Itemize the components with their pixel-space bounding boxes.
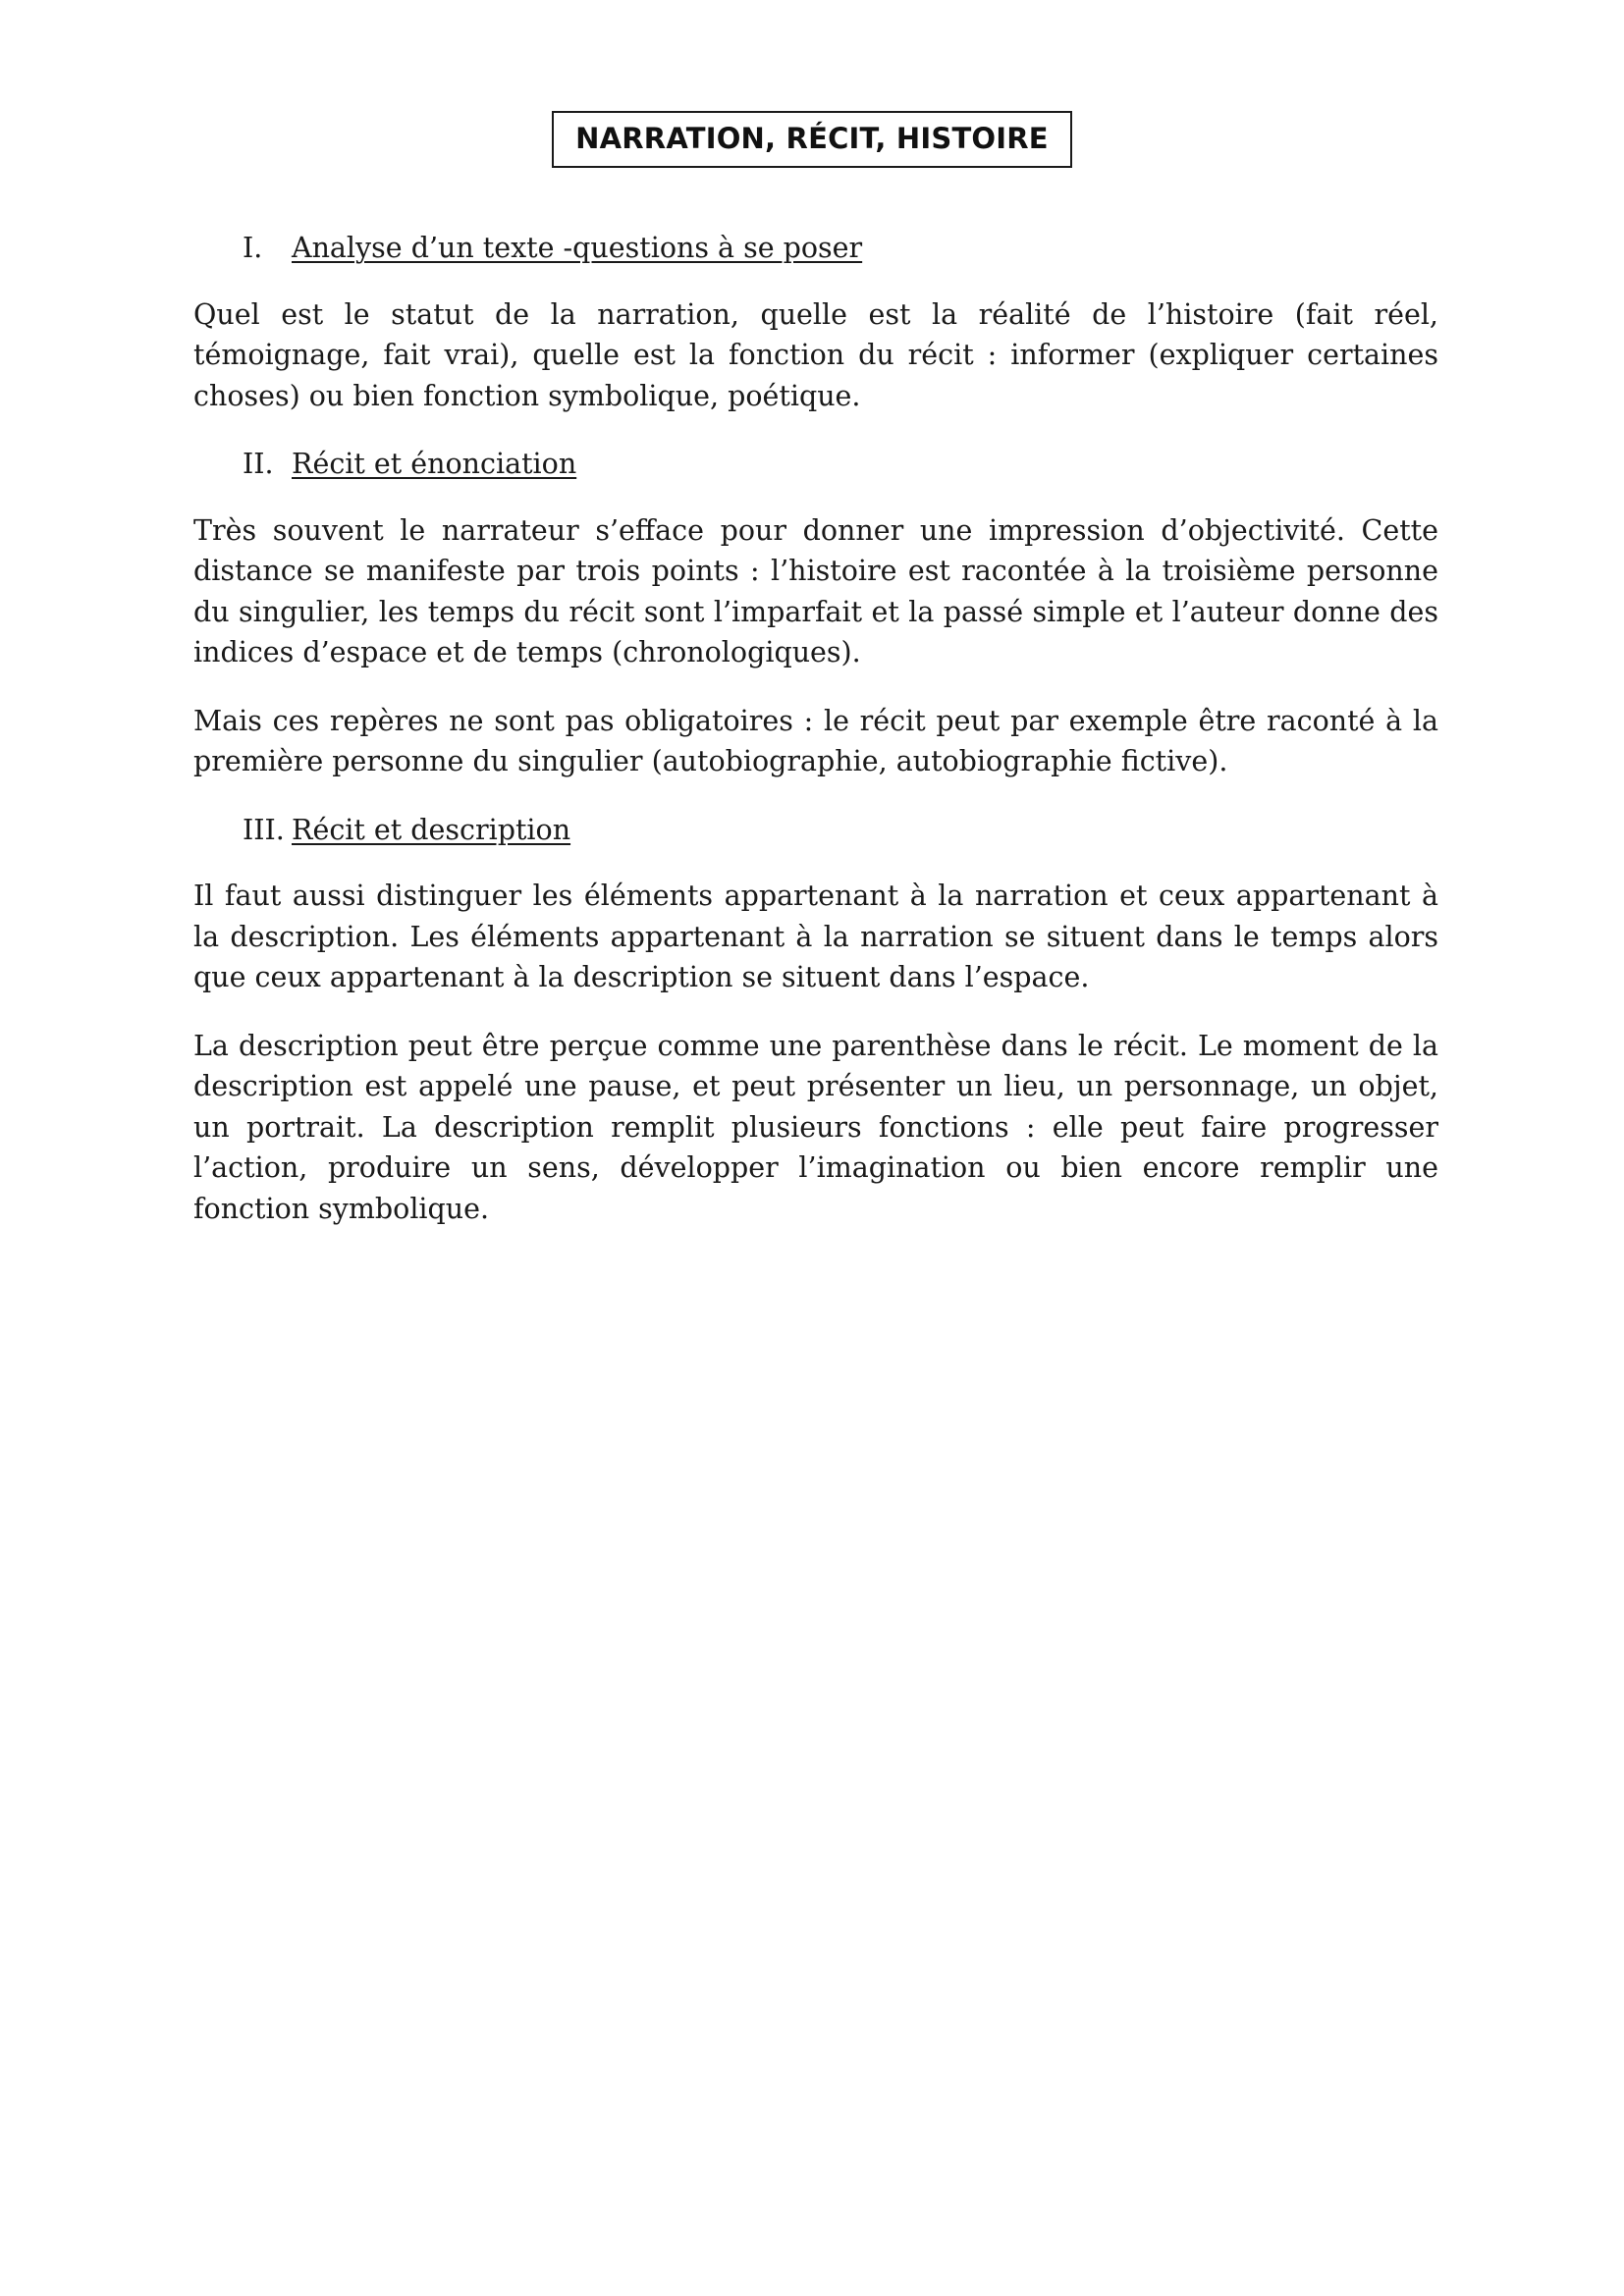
section-heading-1 [193, 228, 1438, 269]
paragraph: Quel est le statut de la narration, quelle est la réalité de l’histoire (fait réel, témoignage, fait vrai), quelle est la fonction du récit : informer (expliquer certaines choses) ou bien fonction symbolique, poétique. [193, 297, 1438, 412]
section-number: II. [243, 448, 274, 480]
section-title: Analyse d’un texte -questions à se poser [292, 232, 863, 264]
section-number: III. [243, 813, 285, 846]
document-body [193, 228, 1438, 1256]
section-heading-3 [193, 810, 1438, 851]
paragraph: Très souvent le narrateur s’efface pour donner une impression d’objectivité. Cette distance se manifeste par trois points : l’histoire est racontée à la troisième personne du singulier, les temps du récit sont l’imparfait et la passé simple et l’auteur donne des indices d’espace et de temps (chronologiques). [193, 513, 1438, 668]
section-number: I. [243, 232, 263, 264]
section-title: Récit et description [292, 813, 571, 846]
paragraph: La description peut être perçue comme une parenthèse dans le récit. Le moment de la description est appelé une pause, et peut présenter un lieu, un personnage, un objet, un portrait. La description remplit plusieurs fonctions : elle peut faire progresser l’action, produire un sens, développer l’imagination ou bien encore remplir une fonction symbolique. [193, 1029, 1438, 1225]
section-heading-2 [193, 444, 1438, 485]
paragraph: Mais ces repères ne sont pas obligatoires : le récit peut par exemple être raconté à la première personne du singulier (autobiographie, autobiographie fictive). [193, 704, 1438, 777]
title-container [0, 111, 1624, 168]
paragraph: Il faut aussi distinguer les éléments appartenant à la narration et ceux appartenant à la description. Les éléments appartenant à la narration se situent dans le temps alors que ceux appartenant à la description se situent dans l’espace. [193, 880, 1438, 993]
document-title: NARRATION, RÉCIT, HISTOIRE [552, 111, 1072, 168]
section-title: Récit et énonciation [292, 448, 577, 480]
